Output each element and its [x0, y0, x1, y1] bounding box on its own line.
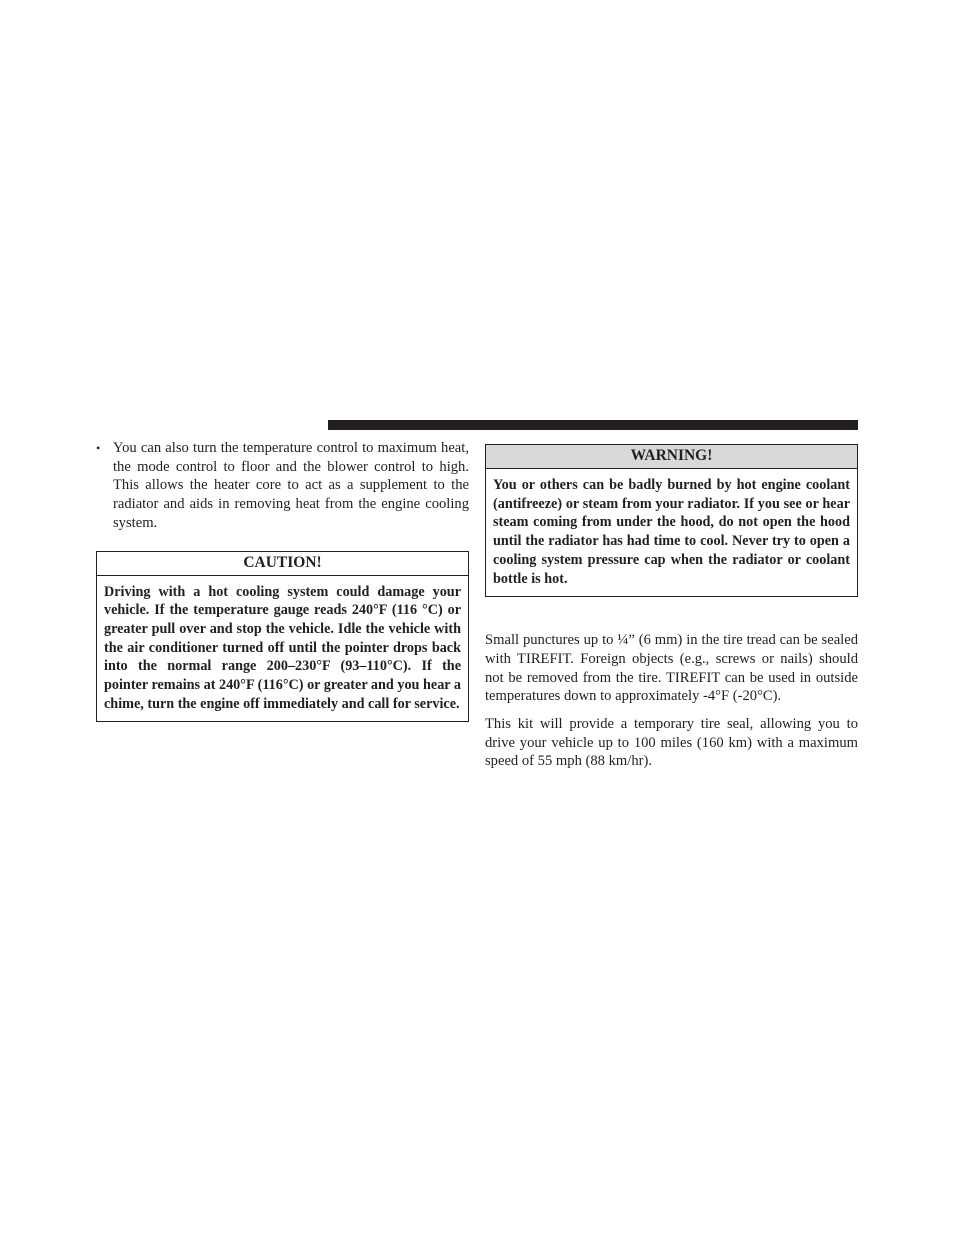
- warning-body: You or others can be badly burned by hot engine coolant (antifreeze) or steam from your radiator. If you see or hear steam coming from under the hood, do not open the hood until the radiator has had time to cool. Never try to open a cooling system pressure cap when the radiator or coolant bottle is hot.: [493, 477, 850, 587]
- warning-box: [485, 444, 858, 597]
- warning-title: WARNING!: [486, 445, 857, 469]
- section-header-rule: [328, 420, 858, 430]
- caution-box: [96, 551, 469, 723]
- bullet-icon: •: [96, 441, 101, 455]
- tirefit-paragraph: Small punctures up to ¼” (6 mm) in the tire tread can be sealed with TIREFIT. Foreign objects (e.g., screws or nails) should not be removed from the tire. TIREFIT can be used in outside temperatures down to approximately -4°F (-20°C).: [485, 632, 858, 705]
- bullet-list-item: [96, 439, 469, 533]
- left-column: [96, 438, 469, 722]
- right-column: [485, 438, 858, 771]
- caution-title: CAUTION!: [97, 552, 468, 576]
- tire-seal-paragraph: This kit will provide a temporary tire seal, allowing you to drive your vehicle up to 100 miles (160 km) with a maximum speed of 55 mph (88 km/hr).: [485, 716, 858, 770]
- bullet-text: You can also turn the temperature control to maximum heat, the mode control to floor and the blower control to high. This allows the heater core to act as a supplement to the radiator and aids in removing heat from the engine cooling system.: [113, 440, 469, 531]
- caution-body: Driving with a hot cooling system could damage your vehicle. If the temperature gauge reads 240°F (116 °C) or greater pull over and stop the vehicle. Idle the vehicle with the air conditioner turned off until the pointer drops back into the normal range 200–230°F (93–110°C). If the pointer remains at 240°F (116°C) or greater and you hear a chime, turn the engine off immediately and call for service.: [104, 583, 461, 712]
